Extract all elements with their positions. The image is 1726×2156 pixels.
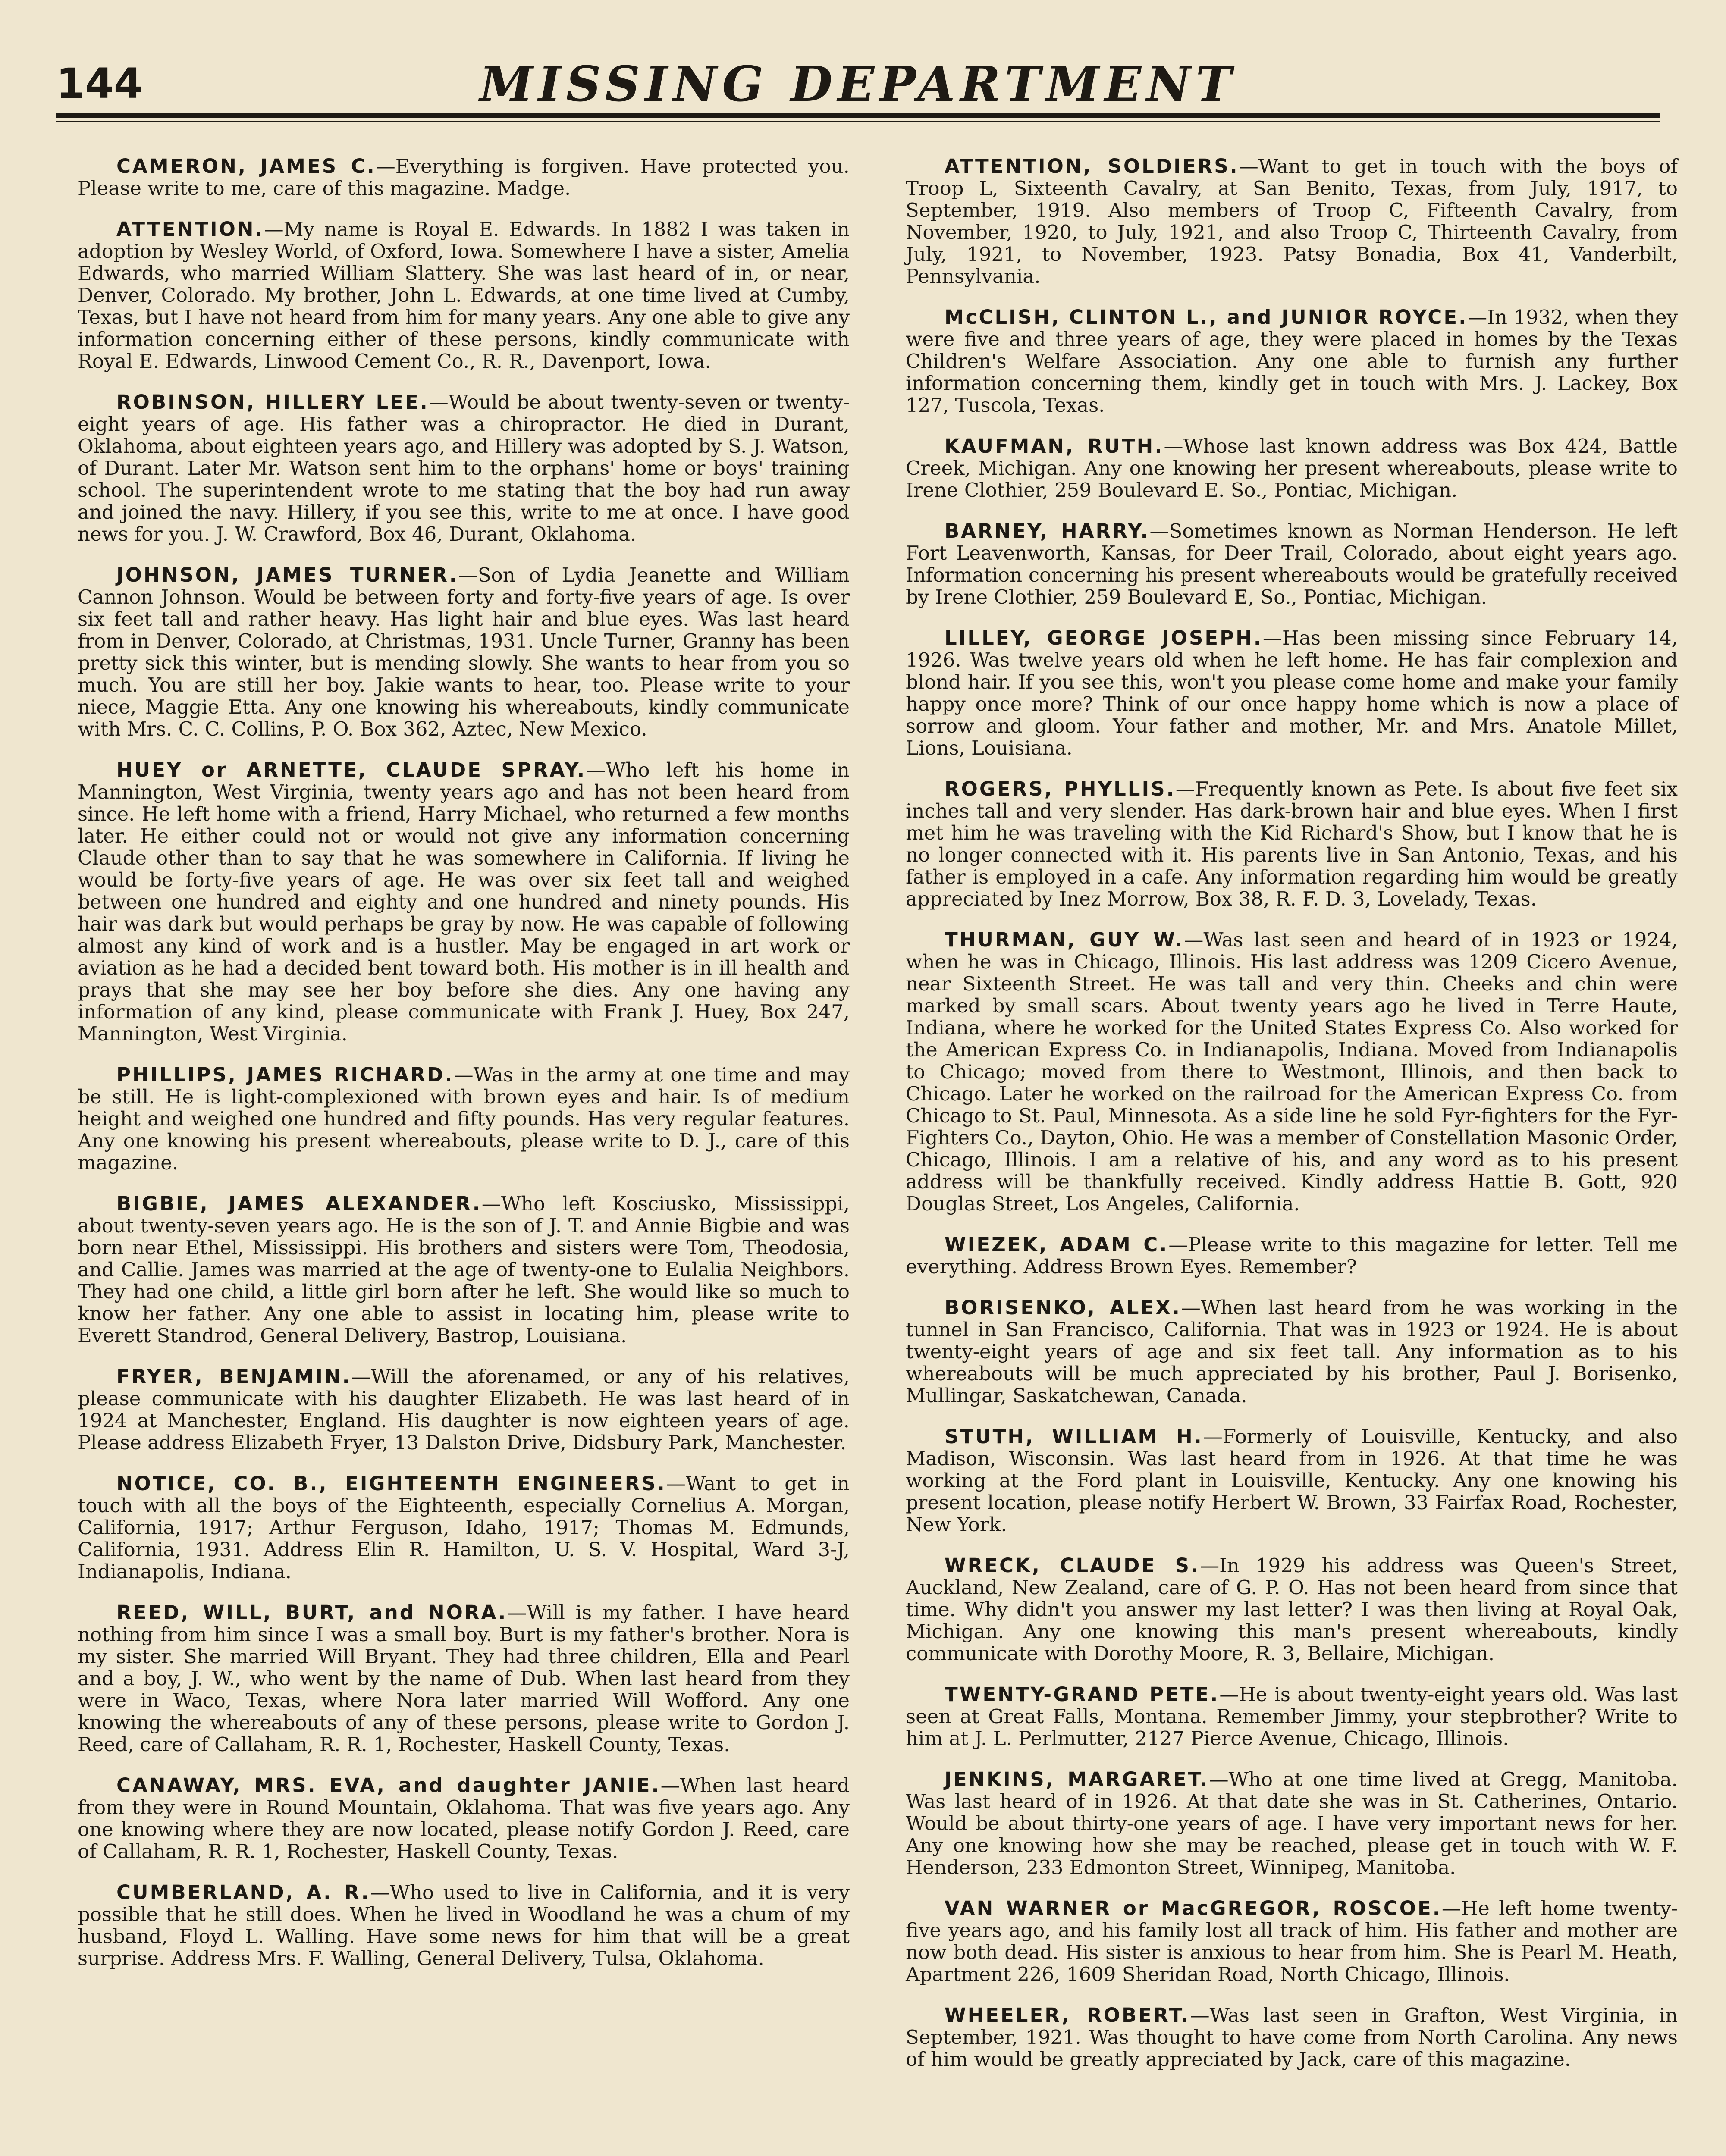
notice-name: ROGERS, PHYLLIS. [945, 777, 1176, 800]
notice-name: BARNEY, HARRY. [945, 520, 1150, 542]
notice-text: —Son of Lydia Jeanette and William Cannon Johnson. Would be between forty and forty-five years of age. Is over six feet tall and rather heavy. Has light hair and blue eyes. Was last heard from in Denver, Colorado, at Christmas, 1931. Uncle Turner, Granny has been pretty sick this winter, but is mending slowly. She wants to hear from you so much. You are still her boy. Jakie wants to hear, too. Please write to your niece, Maggie Etta. Any one knowing his whereabouts, kindly communicate with Mrs. C. C. Collins, P. O. Box 362, Aztec, New Mexico. [78, 564, 850, 740]
page-header [56, 47, 1660, 116]
notice-name: WIEZEK, ADAM C. [945, 1233, 1169, 1256]
notice-entry [78, 1193, 850, 1347]
notice-name: FRYER, BENJAMIN. [116, 1365, 351, 1388]
notice-entry [78, 1473, 850, 1583]
notice-text: —Who left his home in Mannington, West Virginia, twenty years ago and has not been heard from since. He left home with a friend, Harry Michael, who returned a few months later. He either could not or would not give any information concerning Claude other than to say that he was somewhere in California. If living he would be forty-five years of age. He was over six feet tall and weighed between one hundred and eighty and one hundred and ninety pounds. His hair was dark but would perhaps be gray by now. He was capable of following almost any kind of work and is a hustler. May be engaged in art work or aviation as he had a decided bent toward both. His mother is in ill health and prays that she may see her boy before she dies. Any one having any information of any kind, please communicate with Frank J. Huey, Box 247, Mannington, West Virginia. [78, 758, 850, 1045]
notice-name: PHILLIPS, JAMES RICHARD. [116, 1063, 454, 1086]
notice-entry [78, 1601, 850, 1755]
notice-text: —Everything is forgiven. Have protected you. Please write to me, care of this magazine. Madge. [78, 155, 850, 200]
notice-name: VAN WARNER or MacGREGOR, ROSCOE. [945, 1897, 1442, 1920]
notice-name: NOTICE, CO. B., EIGHTEENTH ENGINEERS. [116, 1472, 666, 1495]
notice-name: ROBINSON, HILLERY LEE. [116, 391, 429, 414]
notice-text: —In 1932, when they were five and three years of age, they were placed in homes by the Texas Children's Welfare Association. Any one able to furnish any further information concerning them, kindly get in touch with Mrs. J. Lackey, Box 127, Tuscola, Texas. [906, 306, 1678, 417]
notice-text: —Sometimes known as Norman Henderson. He left Fort Leavenworth, Kansas, for Deer Trail, Colorado, about eight years ago. Information concerning his present whereabouts would be gratefully received by Irene Clothier, 259 Boulevard E, So., Pontiac, Michigan. [906, 520, 1678, 608]
notice-name: THURMAN, GUY W. [945, 928, 1184, 951]
notice-name: CUMBERLAND, A. R. [116, 1881, 370, 1904]
notice-text: —Will is my father. I have heard nothing from him since I was a small boy. Burt is my father's brother. Nora is my sister. She married Will Bryant. They had three children, Ella and Pearl and a boy, J. W., who went by the name of Dub. When last heard from they were in Waco, Texas, where Nora later married Will Wofford. Any one knowing the whereabouts of any of these persons, please write to Gordon J. Reed, care of Callaham, R. R. 1, Rochester, Haskell County, Texas. [78, 1601, 850, 1756]
notice-entry [906, 1554, 1678, 1664]
notice-text: —Will the aforenamed, or any of his relatives, please communicate with his daughter Elizabeth. He was last heard of in 1924 at Manchester, England. His daughter is now eighteen years of age. Please address Elizabeth Fryer, 13 Dalston Drive, Didsbury Park, Manchester. [78, 1365, 850, 1454]
notice-entry [906, 306, 1678, 416]
left-column [78, 155, 850, 1988]
notice-name: WRECK, CLAUDE S. [945, 1554, 1200, 1577]
notice-text: —Formerly of Louisville, Kentucky, and also Madison, Wisconsin. Was last heard from in 1926. At that time he was working at the Ford plant in Louisville, Kentucky. Any one knowing his present location, please notify Herbert W. Brown, 33 Fairfax Road, Rochester, New York. [906, 1425, 1678, 1536]
notice-name: ATTENTION, SOLDIERS. [945, 155, 1239, 178]
notice-text: —He is about twenty-eight years old. Was last seen at Great Falls, Montana. Remember Jimmy, your stepbrother? Write to him at J. L. Perlmutter, 2127 Pierce Avenue, Chicago, Illinois. [906, 1683, 1678, 1750]
notice-text: —Was last seen in Grafton, West Virginia, in September, 1921. Was thought to have come from North Carolina. Any news of him would be greatly appreciated by Jack, care of this magazine. [906, 2004, 1678, 2071]
notice-entry [78, 759, 850, 1045]
notice-text: —When last heard from he was working in the tunnel in San Francisco, California. That was in 1923 or 1924. He is about twenty-eight years of age and six feet tall. Any information as to his whereabouts will be much appreciated by his brother, Paul J. Borisenko, Mullingar, Saskatchewan, Canada. [906, 1296, 1678, 1407]
header-rule-thin [56, 121, 1660, 122]
notice-text: —My name is Royal E. Edwards. In 1882 I was taken in adoption by Wesley World, of Oxford, Iowa. Somewhere I have a sister, Amelia Edwards, who married William Slattery. She was last heard of in, or near, Denver, Colorado. My brother, John L. Edwards, at one time lived at Cumby, Texas, but I have not heard from him for many years. Any one able to give any information concerning either of these persons, kindly communicate with Royal E. Edwards, Linwood Cement Co., R. R., Davenport, Iowa. [78, 218, 850, 373]
notice-entry [78, 1064, 850, 1174]
notice-text: —Has been missing since February 14, 1926. Was twelve years old when he left home. He has fair complexion and blond hair. If you see this, won't you please come home and make your family happy once more? Think of our once happy home which is now a place of sorrow and gloom. Your father and mother, Mr. and Mrs. Anatole Millet, Lions, Louisiana. [906, 627, 1678, 759]
notice-entry [78, 391, 850, 545]
right-column [906, 155, 1678, 2089]
notice-entry [906, 1426, 1678, 1536]
notice-name: KAUFMAN, RUTH. [945, 435, 1164, 458]
notice-text: —Who at one time lived at Gregg, Manitoba. Was last heard of in 1926. At that date she was in St. Catherines, Ontario. Would be about thirty-one years of age. I have very important news for her. Any one knowing how she may be reached, please get in touch with W. F. Henderson, 233 Edmonton Street, Winnipeg, Manitoba. [906, 1768, 1678, 1879]
notice-entry [906, 929, 1678, 1215]
notice-entry [906, 2004, 1678, 2070]
notice-entry [906, 1897, 1678, 1985]
notice-name: JOHNSON, JAMES TURNER. [116, 564, 458, 586]
notice-text: —Was in the army at one time and may be still. He is light-complexioned with brown eyes and hair. Is of medium height and weighed one hundred and fifty pounds. Has very regular features. Any one knowing his present whereabouts, please write to D. J., care of this magazine. [78, 1063, 850, 1174]
notice-text: —Would be about twenty-seven or twenty-eight years of age. His father was a chiropractor. He died in Durant, Oklahoma, about eighteen years ago, and Hillery was adopted by S. J. Watson, of Durant. Later Mr. Watson sent him to the orphans' home or boys' training school. The superintendent wrote to me stating that the boy had run away and joined the navy. Hillery, if you see this, write to me at once. I have good news for you. J. W. Crawford, Box 46, Durant, Oklahoma. [78, 391, 850, 545]
notice-text: —Who used to live in California, and it is very possible that he still does. When he lived in Woodland he was a chum of my husband, Floyd L. Walling. Have some news for him that will be a great surprise. Address Mrs. F. Walling, General Delivery, Tulsa, Oklahoma. [78, 1881, 850, 1970]
notice-entry [78, 1774, 850, 1862]
notice-name: LILLEY, GEORGE JOSEPH. [945, 627, 1263, 649]
notice-name: BIGBIE, JAMES ALEXANDER. [116, 1192, 482, 1215]
notice-name: HUEY or ARNETTE, CLAUDE SPRAY. [116, 758, 587, 781]
notice-name: CAMERON, JAMES C. [116, 155, 376, 178]
notice-text: —Frequently known as Pete. Is about five feet six inches tall and very slender. Has dark-brown hair and blue eyes. When I first met him he was traveling with the Kid Richard's Show, but I know that he is no longer connected with it. His parents live in San Antonio, Texas, and his father is employed in a cafe. Any information regarding him would be greatly appreciated by Inez Morrow, Box 38, R. F. D. 3, Lovelady, Texas. [906, 777, 1678, 910]
notice-name: REED, WILL, BURT, and NORA. [116, 1601, 508, 1624]
notice-entry [906, 520, 1678, 608]
notice-entry [906, 1768, 1678, 1878]
notice-text: —In 1929 his address was Queen's Street, Auckland, New Zealand, care of G. P. O. Has not been heard from since that time. Why didn't you answer my last letter? I was then living at Royal Oak, Michigan. Any one knowing this man's present whereabouts, kindly communicate with Dorothy Moore, R. 3, Bellaire, Michigan. [906, 1554, 1678, 1665]
notice-text: —When last heard from they were in Round Mountain, Oklahoma. That was five years ago. Any one knowing where they are now located, please notify Gordon J. Reed, care of Callaham, R. R. 1, Rochester, Haskell County, Texas. [78, 1774, 850, 1863]
notice-entry [78, 1366, 850, 1454]
notice-text: —Whose last known address was Box 424, Battle Creek, Michigan. Any one knowing her present whereabouts, please write to Irene Clothier, 259 Boulevard E. So., Pontiac, Michigan. [906, 435, 1678, 501]
notice-name: TWENTY-GRAND PETE. [945, 1683, 1220, 1706]
notice-name: STUTH, WILLIAM H. [945, 1425, 1203, 1448]
notice-text: —Who left Kosciusko, Mississippi, about twenty-seven years ago. He is the son of J. T. and Annie Bigbie and was born near Ethel, Mississippi. His brothers and sisters were Tom, Theodosia, and Callie. James was married at the age of twenty-one to Eulalia Neighbors. They had one child, a little girl born after he left. She would like so much to know her father. Any one able to assist in locating him, please write to Everett Standrod, General Delivery, Bastrop, Louisiana. [78, 1192, 850, 1347]
notice-entry [78, 1881, 850, 1969]
notice-name: CANAWAY, MRS. EVA, and daughter JANIE. [116, 1774, 661, 1797]
notice-name: McCLISH, CLINTON L., and JUNIOR ROYCE. [945, 306, 1468, 329]
notice-entry [906, 1234, 1678, 1278]
header-rule-thick [56, 113, 1660, 118]
notice-name: BORISENKO, ALEX. [945, 1296, 1181, 1319]
notice-entry [906, 435, 1678, 501]
notice-entry [78, 218, 850, 372]
notice-text: —Want to get in touch with the boys of Troop L, Sixteenth Cavalry, at San Benito, Texas, from July, 1917, to September, 1919. Also members of Troop C, Fifteenth Cavalry, from November, 1920, to July, 1921, and also Troop C, Thirteenth Cavalry, from July, 1921, to November, 1923. Patsy Bonadia, Box 41, Vanderbilt, Pennsylvania. [906, 155, 1678, 288]
page-title: MISSING DEPARTMENT [479, 56, 1237, 113]
notice-name: WHEELER, ROBERT. [945, 2004, 1190, 2027]
notice-text: —Please write to this magazine for letter. Tell me everything. Address Brown Eyes. Remember? [906, 1233, 1678, 1278]
notice-entry [78, 155, 850, 199]
notice-text: —He left home twenty-five years ago, and his family lost all track of him. His father and mother are now both dead. His sister is anxious to hear from him. She is Pearl M. Heath, Apartment 226, 1609 Sheridan Road, North Chicago, Illinois. [906, 1897, 1678, 1986]
notice-entry [906, 778, 1678, 910]
notice-entry [906, 1683, 1678, 1749]
notice-entry [906, 1297, 1678, 1407]
page-number: 144 [56, 60, 143, 108]
notice-entry [78, 564, 850, 740]
notice-entry [906, 627, 1678, 759]
notice-entry [906, 155, 1678, 287]
notice-text: —Want to get in touch with all the boys of the Eighteenth, especially Cornelius A. Morgan, California, 1917; Arthur Ferguson, Idaho, 1917; Thomas M. Edmunds, California, 1931. Address Elin R. Hamilton, U. S. V. Hospital, Ward 3-J, Indianapolis, Indiana. [78, 1472, 850, 1583]
notice-name: ATTENTION. [116, 218, 264, 241]
notice-name: JENKINS, MARGARET. [945, 1768, 1209, 1791]
notice-text: —Was last seen and heard of in 1923 or 1924, when he was in Chicago, Illinois. His last address was 1209 Cicero Avenue, near Sixteenth Street. He was tall and very thin. Cheeks and chin were marked by small scars. About twenty years ago he lived in Terre Haute, Indiana, where he worked for the United States Express Co. Also worked for the American Express Co. in Indianapolis, Indiana. Moved from Indianapolis to Chicago; moved from there to Westmont, Illinois, and then back to Chicago. Later he worked on the railroad for the American Express Co. from Chicago to St. Paul, Minnesota. As a side line he sold Fyr-fighters for the Fyr-Fighters Co., Dayton, Ohio. He was a member of Constellation Masonic Order, Chicago, Illinois. I am a relative of his, and any word as to his present address will be thankfully received. Kindly address Hattie B. Gott, 920 Douglas Street, Los Angeles, California. [906, 928, 1678, 1215]
